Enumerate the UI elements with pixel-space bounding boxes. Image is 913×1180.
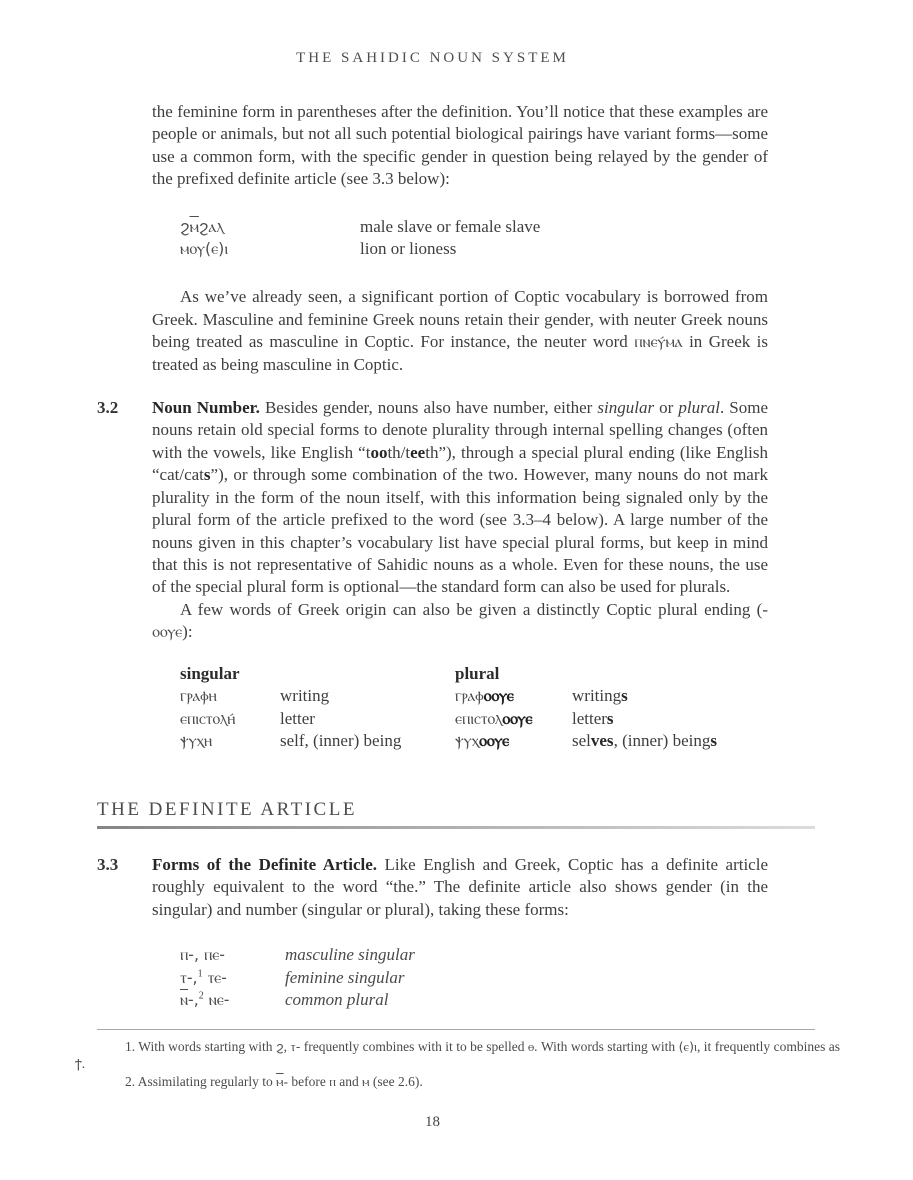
- section-3-2-followup-paragraph: A few words of Greek origin can also be given a distinctly Coptic plural ending (-ⲟⲟⲩⲉ):: [152, 599, 768, 642]
- singular-coptic: ⲯⲩⲭⲏ: [180, 731, 213, 751]
- section-3-3: [97, 854, 768, 921]
- section-number: 3.3: [97, 854, 119, 874]
- plural-gloss: selves, (inner) beings: [572, 731, 717, 751]
- section-3-2: [97, 397, 768, 643]
- singular-coptic: ⲉⲡⲓⲥⲧⲟⲗⲏ́: [180, 708, 236, 728]
- section-body: [152, 397, 768, 643]
- gloss: male slave or female slave: [360, 216, 541, 236]
- article-forms-list: [180, 944, 768, 1012]
- singular-gloss: letter: [280, 708, 315, 728]
- footnote-separator: [97, 1029, 815, 1030]
- intro-paragraph: the feminine form in parentheses after the definition. You’ll notice that these examples are people or animals, but not all such potential biological pairings have variant forms—some use a common form, with the specific gender in question being relayed by the gender of the prefixed definite article (see 3.3 below):: [152, 102, 768, 189]
- article-form-gloss: masculine singular: [285, 945, 415, 965]
- greek-loans-paragraph: As we’ve already seen, a significant portion of Coptic vocabulary is borrowed from Greek. Masculine and feminine Greek nouns retain their gender, with neuter Greek nouns being treated as masculine in Coptic. For instance, the neuter word ⲡⲛⲉⲩ́ⲙⲁ in Greek is treated as being masculine in Coptic.: [152, 287, 768, 374]
- article-form-gloss: feminine singular: [285, 967, 405, 987]
- singular-gloss: self, (inner) being: [280, 731, 402, 751]
- footnote-2: 2. Assimilating regularly to ⲙ- before ⲡ and ⲙ (see 2.6).: [125, 1073, 423, 1089]
- page-number: 18: [425, 1114, 440, 1131]
- footnotes: [75, 1038, 840, 1091]
- spacer: [572, 663, 768, 686]
- plural-coptic: ⲉⲡⲓⲥⲧⲟⲗⲟⲟⲩⲉ: [455, 708, 533, 728]
- coptic-word: ⲙⲟⲩ(ⲉ)ⲓ: [180, 239, 229, 259]
- plural-coptic: ⲅⲣⲁⲫⲟⲟⲩⲉ: [455, 686, 514, 706]
- coptic-word: ϩⲙϩⲁⲗ: [180, 216, 224, 236]
- spacer: [280, 663, 455, 686]
- column-header-singular: singular: [180, 663, 240, 683]
- section-3-3-paragraph: Forms of the Definite Article. Like English and Greek, Coptic has a definite article roughly equivalent to the word “the.” The definite article also shows gender (in the singular) and number (singular or plural), taking these forms:: [152, 854, 768, 919]
- plural-forms-table: [180, 663, 768, 753]
- plural-gloss: letters: [572, 708, 614, 728]
- gloss: lion or lioness: [360, 239, 457, 259]
- footnote-1: 1. With words starting with ϩ, ⲧ- frequently combines with it to be spelled ⲑ. With words starting with (ⲉ)ⲓ, it frequently combines as ϯ.: [75, 1038, 841, 1072]
- article-form-coptic: ⲧ-,$^1$ ⲧⲉ-: [180, 967, 227, 987]
- article-form-coptic: ⲛ-,$^2$ ⲛⲉ-: [180, 990, 230, 1010]
- singular-gloss: writing: [280, 686, 330, 706]
- plural-gloss: writings: [572, 686, 628, 706]
- gender-example-list: [180, 216, 768, 261]
- column-header-plural: plural: [455, 663, 500, 683]
- singular-coptic: ⲅⲣⲁⲫⲏ: [180, 686, 217, 706]
- plural-coptic: ⲯⲩⲭⲟⲟⲩⲉ: [455, 731, 510, 751]
- article-form-coptic: ⲡ-, ⲡⲉ-: [180, 945, 226, 965]
- section-number: 3.2: [97, 398, 119, 418]
- running-header: THE SAHIDIC NOUN SYSTEM: [296, 50, 569, 66]
- section-3-2-paragraph: Noun Number. Besides gender, nouns also have number, either singular or plural. Some nouns retain old special forms to denote plurality through internal spelling changes (often with the vowels, like English “tooth/teeth”), through a special plural ending (like English “cat/cats”), or through some combination of the two. However, many nouns do not mark plurality in the form of the noun itself, with this information being signaled only by the plural form of the article prefixed to the word (see 3.3–4 below). A large number of the nouns given in this chapter’s vocabulary list have special plural forms, but keep in mind that this is not representative of Sahidic nouns as a whole. Even for these nouns, the use of the special plural form is optional—the standard form can also be used for plurals.: [152, 398, 769, 597]
- definite-article-heading: THE DEFINITE ARTICLE: [97, 798, 357, 820]
- article-form-gloss: common plural: [285, 990, 389, 1010]
- heading-rule: [97, 826, 815, 829]
